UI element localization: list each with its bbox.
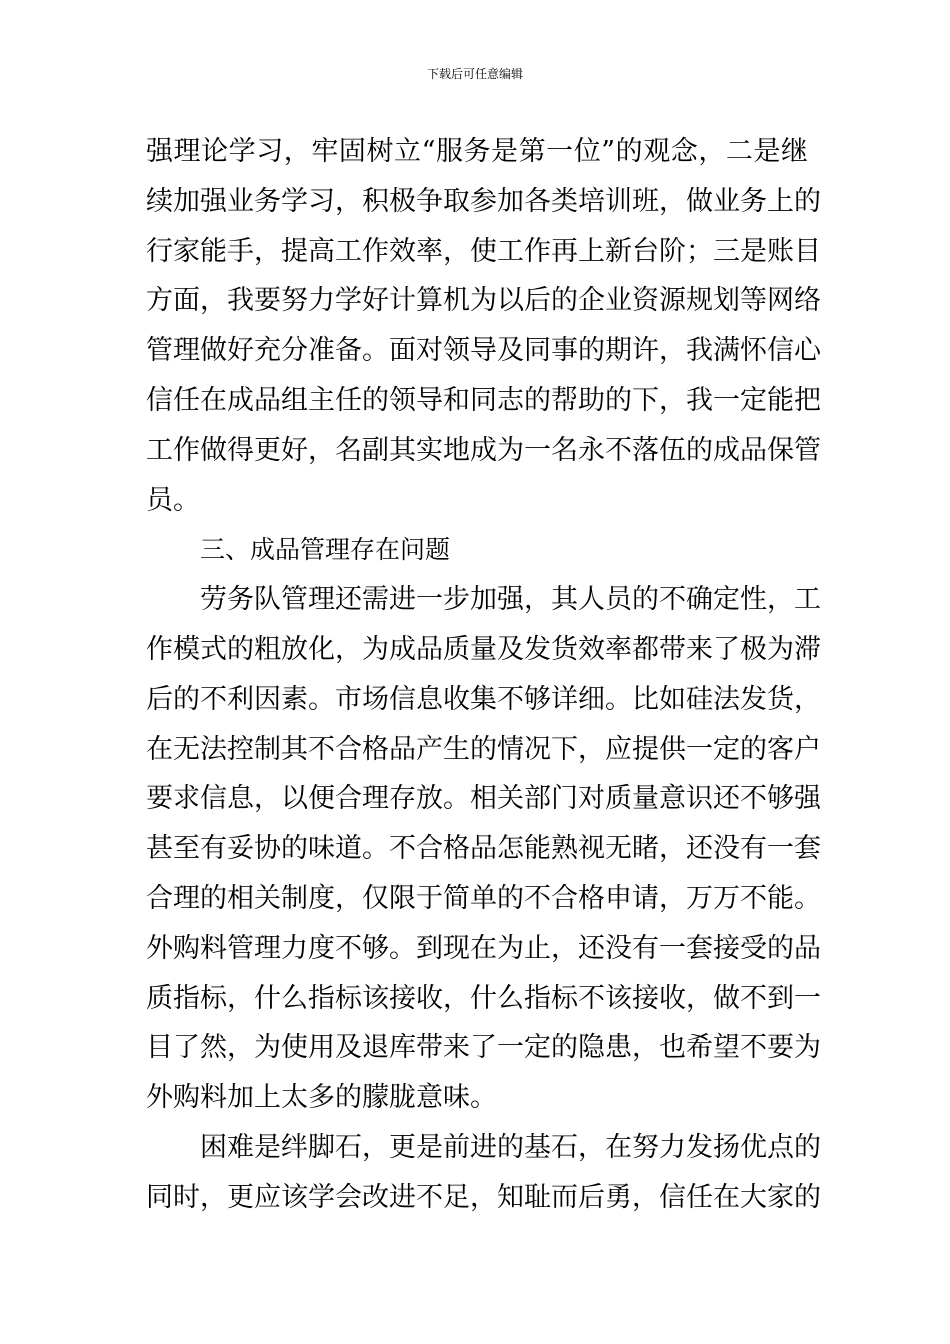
text-line: 要求信息，以便合理存放。相关部门对质量意识还不够强 [146,783,821,815]
text-line: 信任在成品组主任的领导和同志的帮助的下，我一定能把 [146,384,821,416]
text-line: 劳务队管理还需进一步加强，其人员的不确定性，工 [200,584,821,616]
text-line: 外购料管理力度不够。到现在为止，还没有一套接受的品 [146,932,821,964]
text-line: 质指标，什么指标该接收，什么指标不该接收，做不到一 [146,982,821,1014]
text-line: 管理做好充分准备。面对领导及同事的期许，我满怀信心 [146,335,821,367]
text-line: 甚至有妥协的味道。不合格品怎能熟视无睹，还没有一套 [146,833,821,865]
text-line: 方面，我要努力学好计算机为以后的企业资源规划等网络 [146,285,821,317]
text-line: 同时，更应该学会改进不足，知耻而后勇，信任在大家的 [146,1181,821,1213]
text-line: 行家能手，提高工作效率，使工作再上新台阶；三是账目 [146,235,821,267]
text-line: 困难是绊脚石，更是前进的基石，在努力发扬优点的 [200,1131,821,1163]
text-line: 强理论学习，牢固树立“服务是第一位”的观念，二是继 [146,136,808,167]
text-line: 外购料加上太多的朦胧意味。 [146,1082,497,1114]
body-text [146,127,821,1223]
text-line: 后的不利因素。市场信息收集不够详细。比如硅法发货， [146,683,821,715]
text-line: 工作做得更好，名副其实地成为一名永不落伍的成品保管 [146,434,821,466]
text-line: 目了然，为使用及退库带来了一定的隐患，也希望不要为 [146,1032,821,1064]
text-line: 合理的相关制度，仅限于简单的不合格申请，万万不能。 [146,882,821,914]
text-line: 在无法控制其不合格品产生的情况下，应提供一定的客户 [146,733,821,765]
page-header: 下载后可任意编辑 [426,67,523,81]
section-heading: 三、成品管理存在问题 [200,535,451,565]
text-line: 员。 [146,484,200,516]
text-line: 续加强业务学习，积极争取参加各类培训班，做业务上的 [146,185,821,217]
text-line: 作模式的粗放化，为成品质量及发货效率都带来了极为滞 [146,633,821,665]
